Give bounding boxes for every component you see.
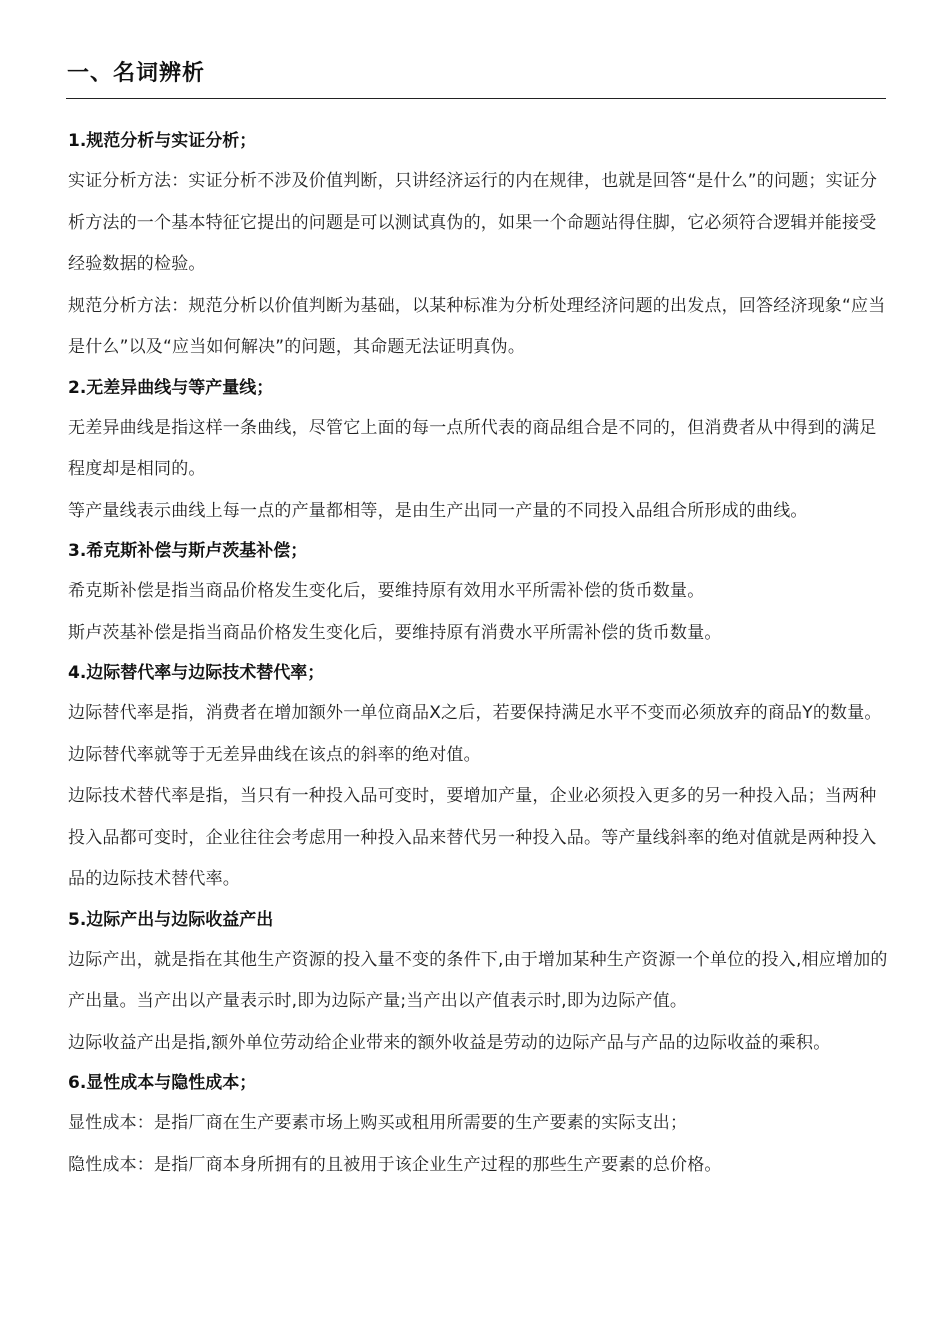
- paragraph: 斯卢茨基补偿是指当商品价格发生变化后，要维持原有消费水平所需补偿的货币数量。: [68, 622, 722, 643]
- paragraph: 隐性成本：是指厂商本身所拥有的且被用于该企业生产过程的那些生产要素的总价格。: [68, 1154, 722, 1175]
- heading-divider: [66, 98, 886, 99]
- paragraph: 显性成本：是指厂商在生产要素市场上购买或租用所需要的生产要素的实际支出；: [68, 1113, 688, 1133]
- section-3: [68, 538, 888, 654]
- page-heading: 一、名词辨析: [67, 61, 206, 86]
- section-title: 5.边际产出与边际收益产出: [68, 909, 274, 930]
- paragraph: 实证分析方法：实证分析不涉及价值判断，只讲经济运行的内在规律，也就是回答“是什么”的问题；实证分析方法的一个基本特征它提出的问题是可以测试真伪的，如果一个命题站得住脚，它必须符合逻辑并能接受经验数据的检验。: [68, 171, 878, 274]
- section-6: [68, 1070, 888, 1186]
- section-title: 2.无差异曲线与等产量线；: [68, 377, 274, 398]
- section-title: 1.规范分析与实证分析；: [68, 131, 257, 151]
- section-1: [68, 128, 888, 369]
- paragraph: 边际替代率是指，消费者在增加额外一单位商品X之后，若要保持满足水平不变而必须放弃的商品Y的数量。边际替代率就等于无差异曲线在该点的斜率的绝对值。: [68, 703, 882, 765]
- paragraph: 规范分析方法：规范分析以价值判断为基础，以某种标准为分析处理经济问题的出发点，回答经济现象“应当是什么”以及“应当如何解决”的问题，其命题无法证明真伪。: [68, 295, 886, 357]
- section-title: 4.边际替代率与边际技术替代率；: [68, 663, 325, 683]
- paragraph: 边际产出，就是指在其他生产资源的投入量不变的条件下,由于增加某种生产资源一个单位的投入,相应增加的产出量。当产出以产量表示时,即为边际产量;当产出以产值表示时,即为边际产值。: [68, 949, 888, 1011]
- section-title: 3.希克斯补偿与斯卢茨基补偿；: [68, 541, 308, 561]
- paragraph: 边际收益产出是指,额外单位劳动给企业带来的额外收益是劳动的边际产品与产品的边际收益的乘积。: [68, 1032, 831, 1053]
- paragraph: 无差异曲线是指这样一条曲线，尽管它上面的每一点所代表的商品组合是不同的，但消费者从中得到的满足程度却是相同的。: [68, 417, 877, 479]
- paragraph: 边际技术替代率是指，当只有一种投入品可变时，要增加产量，企业必须投入更多的另一种投入品；当两种投入品都可变时，企业往往会考虑用一种投入品来替代另一种投入品。等产量线斜率的绝对值就是两种投入品的边际技术替代率。: [68, 786, 877, 889]
- section-2: [68, 375, 888, 533]
- section-5: [68, 907, 888, 1065]
- section-title: 6.显性成本与隐性成本；: [68, 1073, 257, 1093]
- paragraph: 等产量线表示曲线上每一点的产量都相等，是由生产出同一产量的不同投入品组合所形成的曲线。: [68, 500, 808, 521]
- section-4: [68, 660, 888, 901]
- content-body: [68, 128, 888, 1192]
- paragraph: 希克斯补偿是指当商品价格发生变化后，要维持原有效用水平所需补偿的货币数量。: [68, 581, 705, 601]
